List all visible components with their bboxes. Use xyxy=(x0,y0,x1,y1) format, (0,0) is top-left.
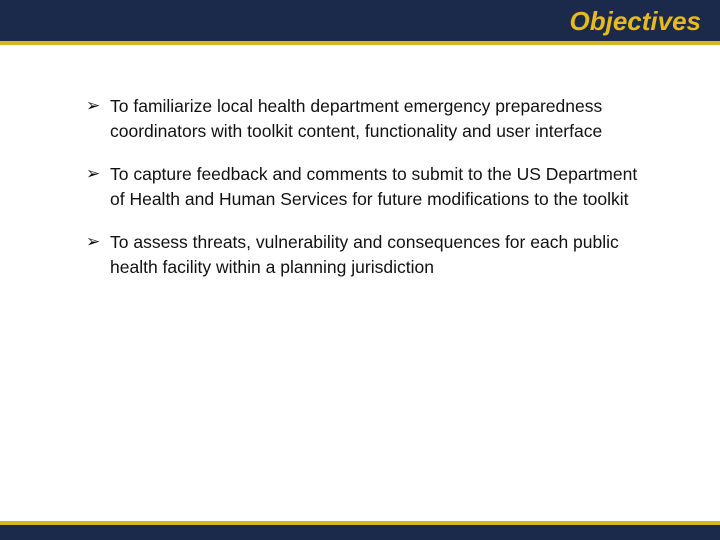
objectives-list xyxy=(86,94,646,298)
objective-item xyxy=(86,94,646,143)
slide-title: Objectives xyxy=(569,6,701,36)
footer-bar xyxy=(0,525,720,540)
objective-text: To familiarize local health department emergency preparedness coordinators with toolkit content, functionality and user interface xyxy=(110,96,603,141)
objective-text: To assess threats, vulnerability and consequences for each public health facility within a planning jurisdiction xyxy=(110,232,619,277)
header-accent-rule xyxy=(0,41,720,45)
arrow-bullet-icon: ➢ xyxy=(86,164,101,183)
objective-item xyxy=(86,230,646,279)
arrow-bullet-icon: ➢ xyxy=(86,96,101,115)
objective-text: To capture feedback and comments to submit to the US Department of Health and Human Services for future modifications to the toolkit xyxy=(110,164,638,209)
objective-item xyxy=(86,162,646,211)
arrow-bullet-icon: ➢ xyxy=(86,232,101,251)
